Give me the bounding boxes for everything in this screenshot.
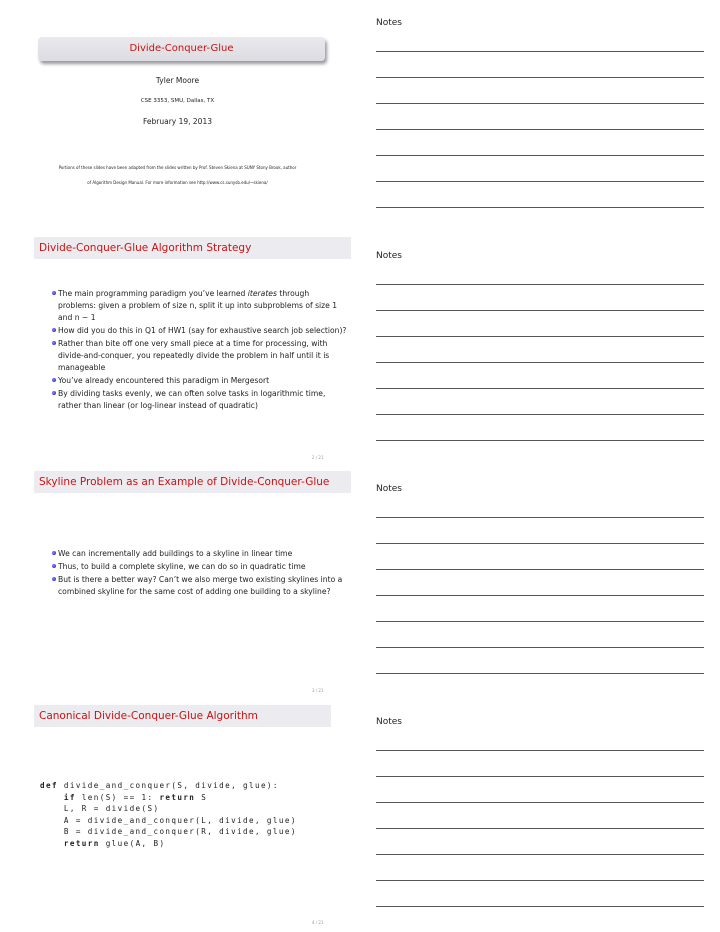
notes-rule (376, 103, 704, 104)
list-item: How did you do this in Q1 of HW1 (say for exhaustive search job selection)? (58, 325, 348, 337)
credit-line-2: of Algorithm Design Manual. For more information see http://www.cs.sunysb.edu/~skiena/ (87, 180, 268, 185)
date: February 19, 2013 (142, 117, 213, 126)
notes-rule (376, 517, 704, 518)
notes-label: Notes (376, 717, 402, 727)
notes-label: Notes (376, 18, 402, 28)
list-item: Thus, to build a complete skyline, we can do so in quadratic time (58, 561, 348, 573)
notes-rule (376, 51, 704, 52)
notes-rule (376, 362, 704, 363)
notes-panel-3 (376, 466, 704, 699)
notes-panel-1 (376, 0, 704, 232)
notes-rule (376, 647, 704, 648)
notes-rule (376, 569, 704, 570)
frame-title: Skyline Problem as an Example of Divide-Conquer-Glue (34, 471, 351, 493)
notes-rule (376, 129, 704, 130)
frame-title: Canonical Divide-Conquer-Glue Algorithm (34, 705, 331, 727)
notes-label: Notes (376, 484, 402, 494)
list-item: The main programming paradigm you’ve learned iterates through problems: given a problem of size n, split it up into subproblems of size 1 and n − 1 (58, 288, 348, 324)
list-item: You’ve already encountered this paradigm in Mergesort (58, 375, 348, 387)
list-item: But is there a better way? Can’t we also merge two existing skylines into a combined skyline for the same cost of adding one building to a skyline? (58, 574, 348, 598)
notes-rule (376, 181, 704, 182)
notes-rule (376, 673, 704, 674)
notes-rule (376, 336, 704, 337)
list-item: We can incrementally add buildings to a skyline in linear time (58, 548, 348, 560)
notes-rule (376, 880, 704, 881)
notes-rule (376, 543, 704, 544)
notes-rule (376, 284, 704, 285)
code-block: def divide_and_conquer(S, divide, glue): if len(S) == 1: return S L, R = divide(S) A = divide_and_conquer(L, divide, glue) B = divide_and_conquer(R, divide, glue) return glue(A, B) (40, 781, 297, 848)
page-number: 4 / 21 (312, 920, 324, 925)
notes-rule (376, 802, 704, 803)
notes-rule (376, 595, 704, 596)
notes-rule (376, 828, 704, 829)
notes-rule (376, 155, 704, 156)
author: Tyler Moore (155, 76, 200, 85)
notes-panel-2 (376, 233, 704, 466)
notes-rule (376, 310, 704, 311)
notes-rule (376, 776, 704, 777)
notes-rule (376, 388, 704, 389)
credit-line-1: Portions of these slides have been adapted from the slides written by Prof. Steven Skiena at SUNY Stony Brook, author (58, 165, 297, 170)
notes-rule (376, 854, 704, 855)
page-number: 2 / 21 (312, 455, 324, 460)
page-number: 3 / 21 (312, 688, 324, 693)
notes-rule (376, 440, 704, 441)
notes-rule (376, 207, 704, 208)
notes-panel-4 (376, 699, 704, 932)
frame-title: Divide-Conquer-Glue Algorithm Strategy (34, 237, 351, 259)
list-item: By dividing tasks evenly, we can often solve tasks in logarithmic time, rather than linear (or log-linear instead of quadratic) (58, 388, 348, 412)
notes-rule (376, 414, 704, 415)
slide-title: Divide-Conquer-Glue (38, 37, 325, 61)
notes-rule (376, 750, 704, 751)
course-institute: CSE 3353, SMU, Dallas, TX (140, 98, 215, 104)
notes-rule (376, 621, 704, 622)
notes-rule (376, 906, 704, 907)
slide-4 (0, 0, 340, 932)
notes-rule (376, 77, 704, 78)
notes-label: Notes (376, 251, 402, 261)
list-item: Rather than bite off one very small piece at a time for processing, with divide-and-conquer, you repeatedly divide the problem in half until it is manageable (58, 338, 348, 374)
